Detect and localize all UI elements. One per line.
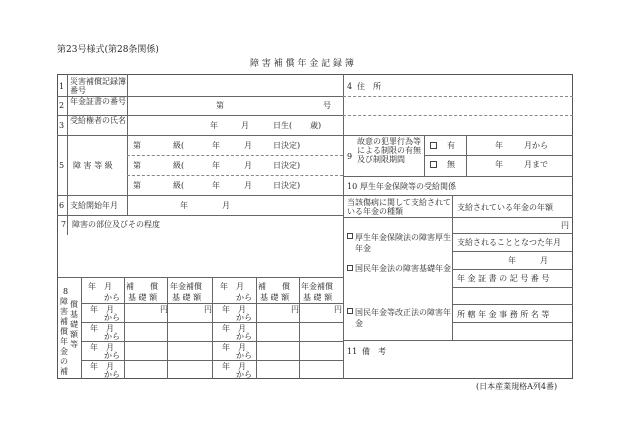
r9-from: 月から bbox=[524, 141, 548, 150]
grade3-m: 月 bbox=[244, 181, 252, 190]
opt1-checkbox[interactable] bbox=[347, 233, 353, 239]
h1-from: から bbox=[104, 293, 120, 302]
form-id: 第23号様式(第28条関係) bbox=[57, 45, 159, 55]
line bbox=[452, 269, 573, 270]
h2-kiso: 基 礎 額 bbox=[260, 293, 290, 302]
h1-nenkin: 年金補償 bbox=[170, 282, 202, 291]
g2r1-en1: 円 bbox=[291, 305, 299, 314]
address-field[interactable] bbox=[390, 76, 570, 133]
left-no-divider bbox=[67, 74, 68, 235]
g2r3-from: から bbox=[236, 351, 252, 360]
r3-birth: 日生( bbox=[273, 121, 293, 130]
grade3-y: 年 bbox=[212, 181, 220, 190]
r11-no: 11 bbox=[347, 347, 358, 356]
r6-no: 6 bbox=[59, 201, 65, 210]
r7-label: 障害の部位及びその程度 bbox=[72, 220, 160, 229]
r9-label: 故意の犯罪行為等による制限の有無及び制限期間 bbox=[357, 137, 421, 164]
g2r1-y: 年 bbox=[222, 305, 230, 314]
g1r2-m: 月 bbox=[106, 324, 114, 333]
r10-no: 10 bbox=[347, 182, 358, 191]
r8-row bbox=[81, 360, 343, 361]
g2r3-m: 月 bbox=[238, 343, 246, 352]
line bbox=[343, 176, 573, 177]
opt2-checkbox[interactable] bbox=[347, 265, 353, 271]
amount-label: 支給されている年金の年額 bbox=[457, 203, 553, 212]
r3-label: 受給権者の氏名 bbox=[70, 116, 126, 125]
h1-kiso: 基 礎 額 bbox=[128, 293, 158, 302]
grade1-y: 年 bbox=[212, 141, 220, 150]
line bbox=[452, 322, 573, 323]
opt3-label: 国民年金等改正法の障害年金 bbox=[355, 308, 451, 328]
h2-kiso2: 基 礎 額 bbox=[303, 293, 333, 302]
r8-col bbox=[81, 277, 82, 379]
h1-kiso2: 基 礎 額 bbox=[172, 293, 202, 302]
r9-mid bbox=[424, 155, 573, 156]
g2r4-y: 年 bbox=[222, 362, 230, 371]
g1r1-en1: 円 bbox=[160, 305, 168, 314]
g2r1-m: 月 bbox=[238, 305, 246, 314]
r2-label: 年金証書の番号 bbox=[70, 97, 126, 106]
dash bbox=[127, 175, 343, 176]
amount-yen: 円 bbox=[561, 221, 569, 230]
line bbox=[343, 340, 573, 341]
g1r2-from: から bbox=[104, 332, 120, 341]
line bbox=[343, 195, 573, 196]
grade3-dai: 第 bbox=[133, 181, 141, 190]
h2-from: から bbox=[236, 293, 252, 302]
g1r1-from: から bbox=[104, 313, 120, 322]
r6-label: 支給開始年月 bbox=[70, 201, 118, 210]
r8-label2: 償基礎額等 bbox=[70, 300, 78, 349]
r9-until: 月まで bbox=[524, 160, 548, 169]
start-y: 年 bbox=[508, 256, 516, 265]
g1r4-m: 月 bbox=[106, 362, 114, 371]
dash bbox=[127, 155, 343, 156]
g1r1-en2: 円 bbox=[204, 305, 212, 314]
r5-no: 5 bbox=[59, 161, 65, 170]
r3-m: 月 bbox=[241, 121, 249, 130]
grade1-dai: 第 bbox=[133, 141, 141, 150]
r11-label: 備 考 bbox=[362, 347, 386, 356]
g2r2-from: から bbox=[236, 332, 252, 341]
g2r2-y: 年 bbox=[222, 324, 230, 333]
r9-no-label: 無 bbox=[447, 160, 455, 169]
footer-note: (日本産業規格A列4番) bbox=[476, 382, 558, 391]
grade2-d: 日決定) bbox=[273, 161, 301, 170]
r3-no: 3 bbox=[59, 121, 65, 130]
g2r4-m: 月 bbox=[238, 362, 246, 371]
r3-y: 年 bbox=[210, 121, 218, 130]
r1-no: 1 bbox=[59, 82, 65, 91]
injury-detail-field[interactable] bbox=[60, 231, 340, 275]
r9-no: 9 bbox=[347, 152, 353, 161]
certificate-number-field[interactable] bbox=[228, 97, 318, 114]
g2r1-en2: 円 bbox=[334, 305, 342, 314]
line bbox=[452, 304, 573, 305]
grade1-kyu: 級( bbox=[173, 141, 185, 150]
g2r4-from: から bbox=[236, 370, 252, 379]
opt2-label: 国民年金法の障害基礎年金 bbox=[355, 264, 451, 273]
office-label: 所 轄 年 金 事 務 所 名 等 bbox=[457, 310, 550, 319]
r8-row bbox=[81, 341, 343, 342]
g1r3-y: 年 bbox=[90, 343, 98, 352]
r5-label: 障 害 等 級 bbox=[73, 161, 113, 170]
r4-label: 住 所 bbox=[357, 82, 381, 91]
restriction-no-checkbox[interactable] bbox=[430, 161, 437, 168]
grade2-dai: 第 bbox=[133, 161, 141, 170]
h1-hosho: 補 償 bbox=[126, 282, 158, 291]
h2-hosho: 補 償 bbox=[258, 282, 290, 291]
line bbox=[452, 287, 573, 288]
r8-row bbox=[81, 322, 343, 323]
g1r4-from: から bbox=[104, 370, 120, 379]
r2-go: 号 bbox=[323, 101, 331, 110]
r8-col bbox=[124, 277, 125, 379]
h1-ym: 年 月 bbox=[88, 282, 112, 291]
r8-row bbox=[81, 303, 343, 304]
r6-y: 年 bbox=[180, 201, 188, 210]
g1r2-y: 年 bbox=[90, 324, 98, 333]
grade2-kyu: 級( bbox=[173, 161, 185, 170]
page-title: 障 害 補 償 年 金 記 録 簿 bbox=[250, 59, 354, 69]
h2-nenkin: 年金補償 bbox=[301, 282, 333, 291]
grade3-d: 日決定) bbox=[273, 181, 301, 190]
opt1-label: 厚生年金保険法の障害厚生年金 bbox=[355, 233, 451, 253]
grade2-y: 年 bbox=[212, 161, 220, 170]
opt3-checkbox[interactable] bbox=[347, 308, 353, 314]
line bbox=[57, 135, 343, 136]
line bbox=[57, 195, 343, 196]
remarks-field[interactable] bbox=[346, 357, 570, 377]
g1r1-m: 月 bbox=[106, 305, 114, 314]
r2-dai: 第 bbox=[216, 101, 224, 110]
line bbox=[343, 135, 573, 136]
r1-value-field[interactable] bbox=[128, 75, 342, 95]
g1r1-y: 年 bbox=[90, 305, 98, 314]
start-label: 支給されることとなつた年月 bbox=[457, 238, 561, 247]
r6-m: 月 bbox=[222, 201, 230, 210]
r7-no: 7 bbox=[61, 220, 67, 229]
r8-label: 障害補償年金の補 bbox=[60, 297, 68, 376]
line bbox=[343, 217, 573, 218]
line bbox=[57, 277, 343, 278]
grade1-d: 日決定) bbox=[273, 141, 301, 150]
r4-no: 4 bbox=[347, 82, 353, 91]
h2-ym: 年 月 bbox=[220, 282, 244, 291]
cert-label: 年 金 証 書 の 記 号 番 号 bbox=[457, 274, 550, 283]
r2-no: 2 bbox=[59, 101, 65, 110]
grade3-kyu: 級( bbox=[173, 181, 185, 190]
r8-no: 8 bbox=[63, 287, 69, 296]
g1r3-from: から bbox=[104, 351, 120, 360]
restriction-yes-checkbox[interactable] bbox=[430, 142, 437, 149]
line bbox=[57, 215, 343, 216]
r1-label: 災害補償記録簿番号 bbox=[70, 77, 126, 95]
grade1-m: 月 bbox=[244, 141, 252, 150]
g2r3-y: 年 bbox=[222, 343, 230, 352]
g2r1-from: から bbox=[236, 313, 252, 322]
g1r4-y: 年 bbox=[90, 362, 98, 371]
r10-label: 厚生年金保険等の受給関係 bbox=[360, 182, 456, 191]
g2r2-m: 月 bbox=[238, 324, 246, 333]
r9-yes: 有 bbox=[447, 141, 455, 150]
line bbox=[452, 233, 573, 234]
grade2-m: 月 bbox=[244, 161, 252, 170]
start-m: 月 bbox=[540, 256, 548, 265]
pension-type-label: 当該傷病に関して支給されている年金の種類 bbox=[347, 198, 451, 216]
r9-y2: 年 bbox=[495, 160, 503, 169]
center-divider bbox=[343, 74, 344, 379]
r8-col bbox=[256, 277, 257, 379]
r9-y1: 年 bbox=[495, 141, 503, 150]
line bbox=[452, 251, 573, 252]
g1r3-m: 月 bbox=[106, 343, 114, 352]
r3-age: 歳) bbox=[310, 121, 322, 130]
r8-col bbox=[212, 277, 213, 379]
r8-col bbox=[299, 277, 300, 379]
r8-col bbox=[167, 277, 168, 379]
